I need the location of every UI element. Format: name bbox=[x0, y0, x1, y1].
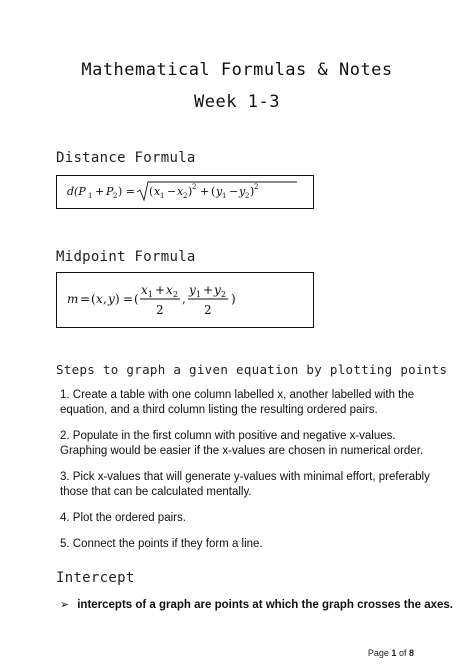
svg-text:1: 1 bbox=[196, 290, 202, 299]
svg-text:1: 1 bbox=[148, 290, 154, 299]
distance-heading: Distance Formula bbox=[56, 150, 196, 166]
svg-text:y: y bbox=[108, 292, 115, 306]
svg-text:x: x bbox=[96, 292, 103, 306]
svg-text:1: 1 bbox=[88, 192, 93, 200]
svg-text:1: 1 bbox=[222, 192, 227, 200]
svg-text:(: ( bbox=[134, 292, 139, 306]
steps-heading: Steps to graph a given equation by plotting points bbox=[56, 362, 448, 377]
svg-text:y: y bbox=[189, 283, 196, 297]
step-item: 1. Create a table with one column labelled x, another labelled with the equation, and a third column listing the resulting ordered pairs. bbox=[60, 389, 415, 416]
svg-text:−: − bbox=[229, 185, 239, 198]
intercept-heading: Intercept bbox=[56, 570, 135, 586]
svg-text:+: + bbox=[203, 283, 214, 297]
svg-text:y: y bbox=[214, 283, 221, 297]
svg-text:x: x bbox=[166, 283, 173, 297]
svg-text:=: = bbox=[123, 292, 134, 306]
svg-text:): ) bbox=[250, 185, 255, 198]
svg-text:,: , bbox=[182, 292, 186, 306]
svg-text:2: 2 bbox=[204, 303, 212, 317]
distance-formula bbox=[57, 176, 312, 207]
arrow-bullet-icon: ➢ bbox=[60, 599, 70, 611]
step-item: 2. Populate in the first column with positive and negative x-values. Graphing would be easier if the x-values are chosen in numerical order. bbox=[60, 430, 424, 457]
step-item: 4. Plot the ordered pairs. bbox=[60, 512, 186, 524]
svg-text:): ) bbox=[231, 292, 236, 306]
svg-text:2: 2 bbox=[192, 183, 197, 191]
page-number: Page 1 of 8 bbox=[367, 648, 414, 658]
document-title: Mathematical Formulas & Notes bbox=[81, 60, 393, 80]
svg-text:): ) bbox=[188, 185, 193, 198]
svg-text:y: y bbox=[216, 185, 223, 198]
svg-text:2: 2 bbox=[183, 192, 188, 200]
svg-text:) =: ) = bbox=[118, 185, 136, 198]
svg-text:−: − bbox=[167, 185, 177, 198]
intercept-bullet bbox=[60, 598, 453, 611]
midpoint-formula-box bbox=[56, 272, 314, 328]
svg-text:(: ( bbox=[149, 185, 154, 198]
svg-text:2: 2 bbox=[245, 192, 250, 200]
svg-text:y: y bbox=[239, 185, 246, 198]
svg-text:d(P: d(P bbox=[67, 185, 86, 198]
steps-list bbox=[60, 388, 430, 563]
svg-text:+: + bbox=[155, 283, 166, 297]
svg-text:2: 2 bbox=[173, 290, 179, 299]
svg-text:=: = bbox=[80, 292, 91, 306]
svg-text:): ) bbox=[115, 292, 120, 306]
midpoint-formula bbox=[57, 273, 312, 326]
svg-text:(: ( bbox=[211, 185, 216, 198]
svg-text:2: 2 bbox=[156, 303, 164, 317]
svg-text:2: 2 bbox=[254, 183, 259, 191]
svg-text:2: 2 bbox=[113, 192, 118, 200]
step-item: 5. Connect the points if they form a line. bbox=[60, 538, 263, 550]
svg-text:1: 1 bbox=[160, 192, 165, 200]
step-item: 3. Pick x-values that will generate y-values with minimal effort, preferably those that can be calculated mentally. bbox=[60, 471, 430, 498]
svg-text:x: x bbox=[141, 283, 148, 297]
svg-text:x: x bbox=[154, 185, 161, 198]
svg-text:x: x bbox=[177, 185, 184, 198]
svg-text:+: + bbox=[200, 185, 210, 198]
svg-text:2: 2 bbox=[221, 290, 227, 299]
distance-formula-box bbox=[56, 175, 314, 209]
svg-text:(: ( bbox=[91, 292, 96, 306]
svg-text:P: P bbox=[106, 185, 114, 198]
svg-text:+: + bbox=[95, 185, 105, 198]
midpoint-heading: Midpoint Formula bbox=[56, 249, 196, 265]
intercept-bullet-text: intercepts of a graph are points at which the graph crosses the axes. bbox=[77, 598, 453, 611]
document-subtitle: Week 1-3 bbox=[194, 92, 280, 112]
svg-text:m: m bbox=[67, 292, 79, 306]
svg-text:,: , bbox=[103, 292, 107, 306]
